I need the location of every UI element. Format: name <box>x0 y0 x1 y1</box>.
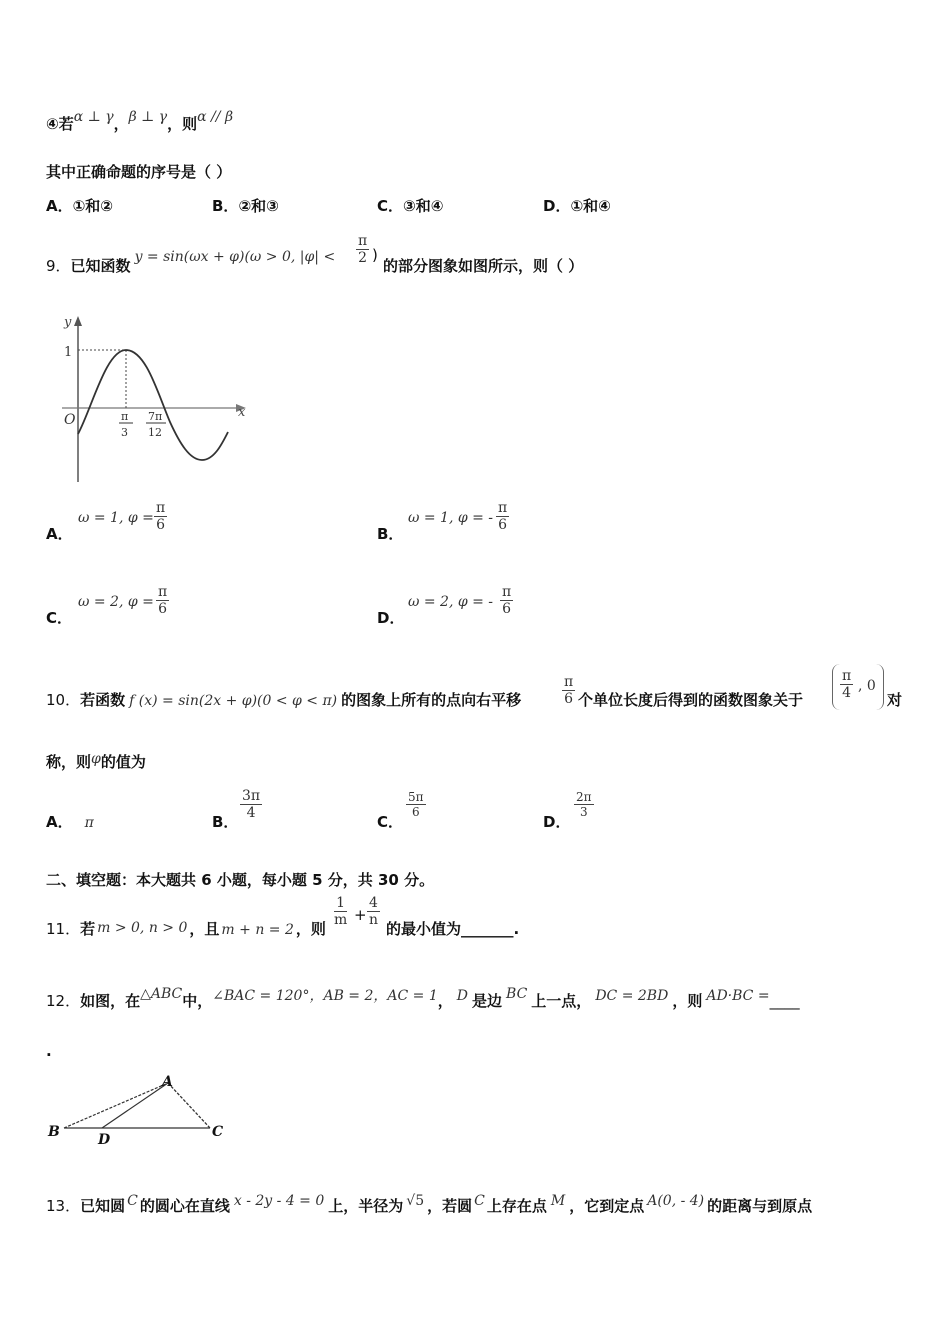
y-label: y <box>64 315 72 330</box>
side-ac <box>168 1083 210 1128</box>
label-d: D <box>98 1132 111 1148</box>
q12-period: . <box>46 1042 52 1060</box>
origin-label: O <box>64 412 76 428</box>
label-a: A <box>162 1074 173 1090</box>
segment-ad <box>102 1083 168 1128</box>
q9-close: ) <box>372 246 378 264</box>
tick1-num: π <box>121 410 129 423</box>
q12-stem: 12．如图，在△ABC中，∠BAC = 120°，AB = 2，AC = 1， D 是边 BC 上一点， DC = 2BD ，则 AD·BC =____ <box>46 986 800 1010</box>
tick2-den: 12 <box>148 426 162 439</box>
q9-stem: 9．已知函数 y = sin(ωx + φ)(ω > 0, |φ| < <box>46 249 336 275</box>
one-label: 1 <box>64 345 73 360</box>
y-axis-arrow-icon <box>74 316 82 326</box>
q9-option-c[interactable]: C． <box>46 609 73 627</box>
q9-option-d[interactable]: D． <box>377 609 405 627</box>
q8-option-b[interactable]: B．②和③ <box>212 197 279 215</box>
section-2-heading: 二、填空题：本大题共 6 小题，每小题 5 分，共 30 分。 <box>46 871 435 889</box>
q9-suffix: 的部分图象如图所示，则（ ） <box>383 257 584 275</box>
q11-stem: 11．若 m > 0, n > 0 ，且 m + n = 2 ，则 <box>46 920 326 938</box>
q10-option-d[interactable]: D． <box>543 813 571 831</box>
tick2-num: 7π <box>148 410 163 423</box>
sine-curve <box>78 350 228 460</box>
q10-point-frac: $\frac{\pi}{4}$ <box>842 668 852 701</box>
q9-pi-over-2: $\frac{\pi}{2}$ <box>358 233 368 266</box>
side-ab <box>64 1083 168 1128</box>
q13-stem: 13．已知圆 C 的圆心在直线 x - 2y - 4 = 0 上，半径为 √5 ，若圆 C 上存在点 M ，它到定点 A(0, - 4) 的距离与到原点 <box>46 1193 813 1215</box>
q8-prompt: 其中正确命题的序号是（ ） <box>46 163 232 181</box>
tick1-den: 3 <box>121 426 128 439</box>
item-4: ④若α ⊥ γ，β ⊥ γ，则α // β <box>46 109 234 133</box>
q10-line2: 称，则φ的值为 <box>46 751 146 771</box>
q10-stem: 10．若函数 f (x) = sin(2x + φ)(0 < φ < π) 的图象上所有的点向右平移 <box>46 691 522 709</box>
q8-option-c[interactable]: C．③和④ <box>377 197 444 215</box>
q9-option-a[interactable]: A． <box>46 525 73 543</box>
q10-option-b[interactable]: B． <box>212 813 239 831</box>
q10-shift-frac: $\frac{\pi}{6}$ <box>564 674 574 707</box>
x-label: x <box>238 405 246 420</box>
q9-option-b[interactable]: B． <box>377 525 404 543</box>
q12-triangle-figure <box>44 1070 234 1150</box>
label-c: C <box>212 1124 224 1140</box>
q9-graph <box>52 312 252 484</box>
q8-option-d[interactable]: D．①和④ <box>543 197 611 215</box>
q10-option-a[interactable]: A． π <box>46 813 94 831</box>
q10-option-c[interactable]: C． <box>377 813 404 831</box>
q8-option-a[interactable]: A．①和② <box>46 197 114 215</box>
label-b: B <box>48 1124 60 1140</box>
